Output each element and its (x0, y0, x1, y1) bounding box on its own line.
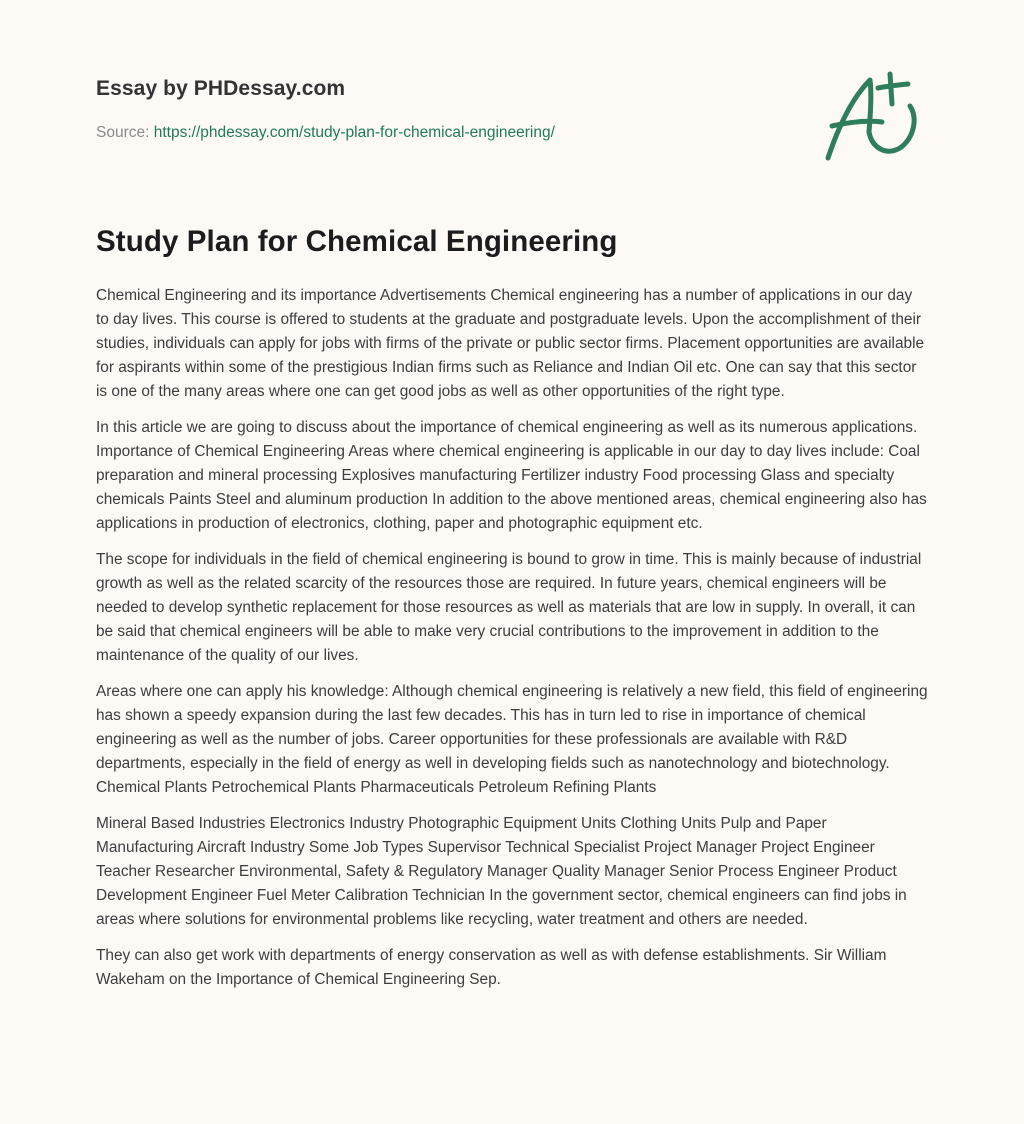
article-title: Study Plan for Chemical Engineering (96, 225, 618, 258)
article-paragraph: Mineral Based Industries Electronics Industry Photographic Equipment Units Clothing Units Pulp and Paper Manufacturing Aircraft Industry Some Job Types Supervisor Technical Specialist Project Manager Project Engineer Teacher Researcher Environmental, Safety & Regulatory Manager Quality Manager Senior Process Engineer Product Development Engineer Fuel Meter Calibration Technician In the government sector, chemical engineers can find jobs in areas where solutions for environmental problems like recycling, water treatment and others are needed. (96, 815, 907, 928)
source-link[interactable]: https://phdessay.com/study-plan-for-chemical-engineering/ (153, 124, 555, 141)
site-brand: Essay by PHDessay.com (96, 77, 346, 100)
article-paragraph: Chemical Engineering and its importance Advertisements Chemical engineering has a number of applications in our day to day lives. This course is offered to students at the graduate and postgraduate levels. Upon the accomplishment of their studies, individuals can apply for jobs with firms of the private or public sector firms. Placement opportunities are available for aspirants within some of the prestigious Indian firms such as Reliance and Indian Oil etc. One can say that this sector is one of the many areas where one can get good jobs as well as other opportunities of the right type. (96, 287, 925, 400)
source-label: Source: (96, 124, 150, 141)
a-plus-grade-icon (822, 66, 926, 166)
article-body (96, 284, 928, 1004)
source-line (96, 124, 555, 142)
article-paragraph: Areas where one can apply his knowledge: Although chemical engineering is relatively a new field, this field of engineering has shown a speedy expansion during the last few decades. This has in turn led to rise in importance of chemical engineering as well as the number of jobs. Career opportunities for these professionals are available with R&D departments, especially in the field of energy as well in developing fields such as nanotechnology and biotechnology. Chemical Plants Petrochemical Plants Pharmaceuticals Petroleum Refining Plants (96, 683, 928, 796)
article-paragraph: They can also get work with departments of energy conservation as well as with defense establishments. Sir William Wakeham on the Importance of Chemical Engineering Sep. (96, 947, 887, 988)
article-paragraph: In this article we are going to discuss about the importance of chemical engineering as well as its numerous applications. Importance of Chemical Engineering Areas where chemical engineering is applicable in our day to day lives include: Coal preparation and mineral processing Explosives manufacturing Fertilizer industry Food processing Glass and specialty chemicals Paints Steel and aluminum production In addition to the above mentioned areas, chemical engineering also has applications in production of electronics, clothing, paper and photographic equipment etc. (96, 419, 927, 532)
article-paragraph: The scope for individuals in the field of chemical engineering is bound to grow in time. This is mainly because of industrial growth as well as the related scarcity of the resources those are required. In future years, chemical engineers will be needed to develop synthetic replacement for those resources as well as materials that are low in supply. In overall, it can be said that chemical engineers will be able to make very crucial contributions to the improvement in addition to the maintenance of the quality of our lives. (96, 551, 922, 664)
